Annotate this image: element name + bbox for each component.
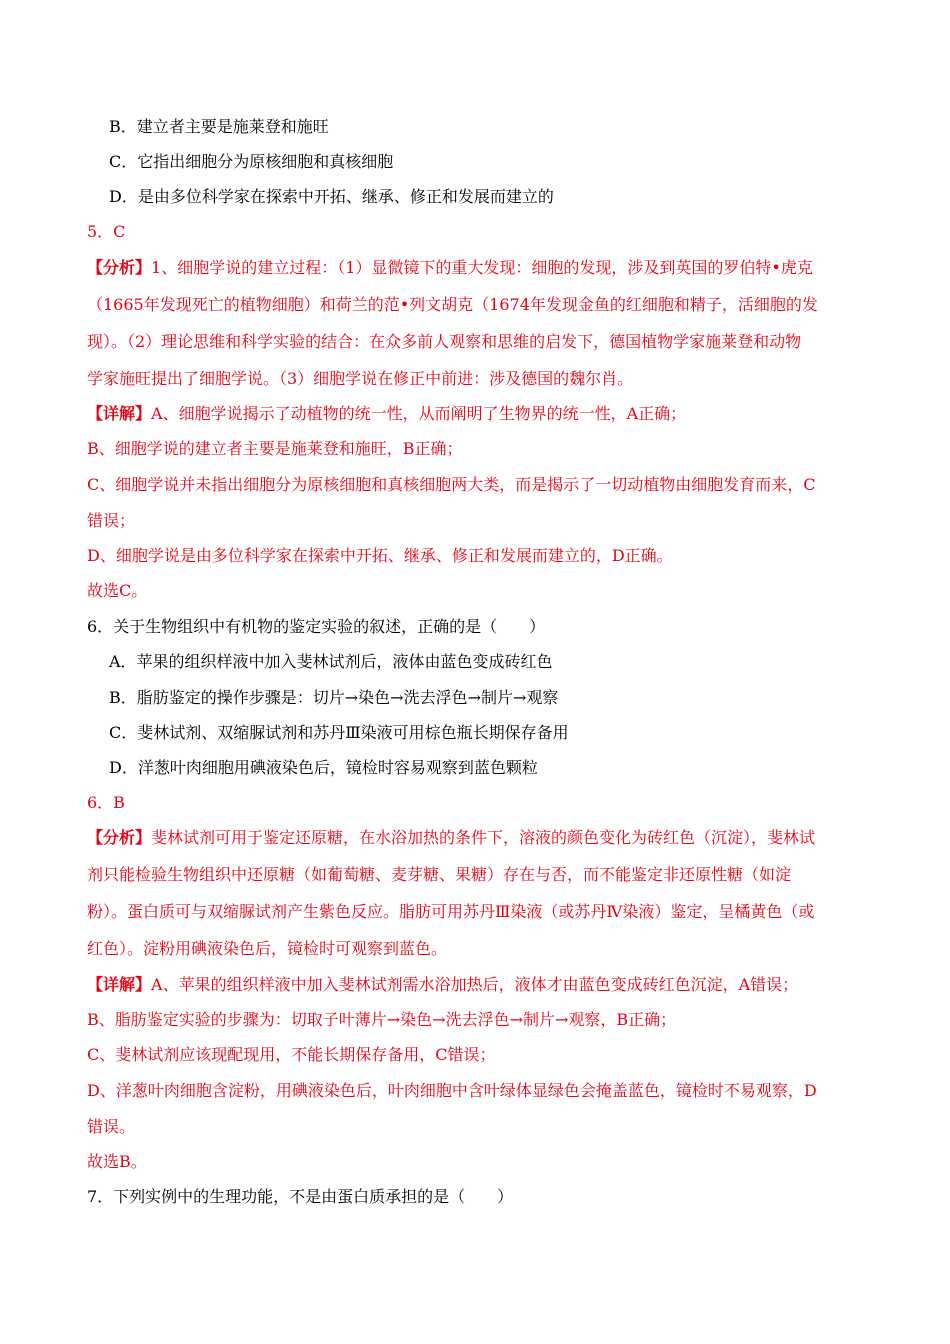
a6-detail-line-2: B、脂肪鉴定实验的步骤为：切取子叶薄片→染色→洗去浮色→制片→观察，B正确； [87,1010,677,1029]
q4-option-c: C．它指出细胞分为原核细胞和真核细胞 [109,152,394,171]
q6-option-a: A．苹果的组织样液中加入斐林试剂后，液体由蓝色变成砖红色 [109,652,553,671]
a5-answer: 5．C [87,222,126,241]
a5-analysis-line-2: （1665年发现死亡的植物细胞）和荷兰的范•列文胡克（1674年发现金鱼的红细胞和精子，活细胞的发 [87,295,818,314]
a5-conclusion: 故选C。 [87,581,148,600]
a5-analysis-line-3: 现）。（2）理论思维和科学实验的结合：在众多前人观察和思维的启发下，德国植物学家施莱登和动物 [87,332,802,351]
a6-detail-line-1 [87,975,863,995]
a5-detail-line-2: B、细胞学说的建立者主要是施莱登和施旺，B正确； [87,439,463,458]
a6-analysis-tag: 【分析】 [87,828,152,847]
a5-detail-line-5: D、细胞学说是由多位科学家在探索中开拓、继承、修正和发展而建立的，D正确。 [87,546,673,565]
a6-detail-tag: 【详解】 [87,975,152,994]
a6-analysis-line-1 [87,828,863,848]
a6-analysis-line-4: 红色）。淀粉用碘液染色后，镜检时可观察到蓝色。 [87,939,448,958]
q6-option-b: B．脂肪鉴定的操作步骤是：切片→染色→洗去浮色→制片→观察 [109,688,559,707]
q7-stem: 7．下列实例中的生理功能，不是由蛋白质承担的是（ ） [87,1187,514,1206]
a6-detail-text-1: A、苹果的组织样液中加入斐林试剂需水浴加热后，液体才由蓝色变成砖红色沉淀，A错误； [151,975,799,994]
a5-analysis-tag: 【分析】 [87,258,152,277]
a6-detail-line-4: D、洋葱叶肉细胞含淀粉，用碘液染色后，叶肉细胞中含叶绿体显绿色会掩盖蓝色，镜检时不易观察，D [87,1081,817,1100]
a6-conclusion: 故选B。 [87,1152,147,1171]
a5-detail-text-1: A、细胞学说揭示了动植物的统一性，从而阐明了生物界的统一性，A正确； [151,404,687,423]
a5-analysis-text-1: 1、细胞学说的建立过程：（1）显微镜下的重大发现：细胞的发现，涉及到英国的罗伯特•虎克 [151,258,813,277]
q6-option-d: D．洋葱叶肉细胞用碘液染色后，镜检时容易观察到蓝色颗粒 [109,758,538,777]
a5-detail-tag: 【详解】 [87,404,152,423]
q4-option-d: D．是由多位科学家在探索中开拓、继承、修正和发展而建立的 [109,187,554,206]
a6-detail-line-3: C、斐林试剂应该现配现用，不能长期保存备用，C错误； [87,1045,496,1064]
a6-analysis-line-3: 粉）。蛋白质可与双缩脲试剂产生紫色反应。脂肪可用苏丹Ⅲ染液（或苏丹Ⅳ染液）鉴定，呈橘黄色（或 [87,902,815,921]
a6-analysis-line-2: 剂只能检验生物组织中还原糖（如葡萄糖、麦芽糖、果糖）存在与否，而不能鉴定非还原性糖（如淀 [87,865,792,884]
a6-answer: 6．B [87,793,125,812]
a6-analysis-text-1: 斐林试剂可用于鉴定还原糖，在水浴加热的条件下，溶液的颜色变化为砖红色（沉淀），斐林试 [151,828,816,847]
a5-detail-line-4: 错误； [87,511,136,530]
a5-analysis-line-1 [87,258,863,278]
a5-analysis-line-4: 学家施旺提出了细胞学说。（3）细胞学说在修正中前进：涉及德国的魏尔肖。 [87,369,634,388]
q6-stem: 6．关于生物组织中有机物的鉴定实验的叙述，正确的是（ ） [87,617,546,636]
q6-option-c: C．斐林试剂、双缩脲试剂和苏丹Ⅲ染液可用棕色瓶长期保存备用 [109,723,569,742]
q4-option-b: B．建立者主要是施莱登和施旺 [109,117,329,136]
a6-detail-line-5: 错误。 [87,1117,136,1136]
a5-detail-line-3: C、细胞学说并未指出细胞分为原核细胞和真核细胞两大类，而是揭示了一切动植物由细胞发育而来，C [87,475,816,494]
a5-detail-line-1 [87,404,863,424]
